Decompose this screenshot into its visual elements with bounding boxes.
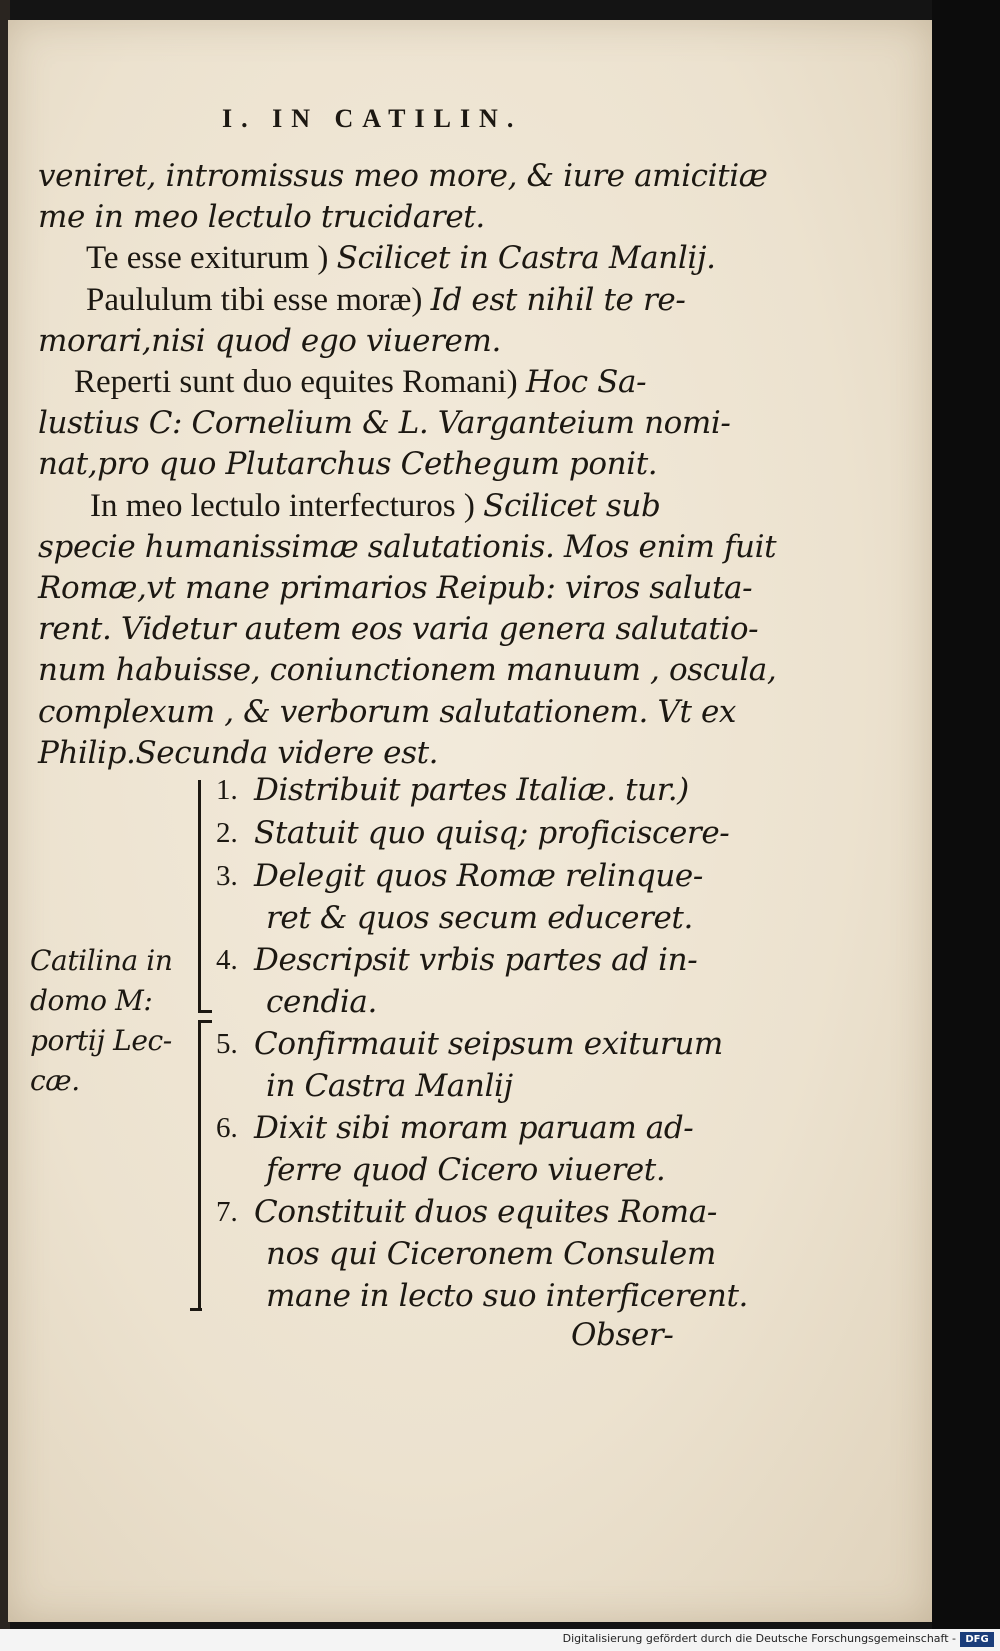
- outline-bracket-lower-foot: [190, 1308, 202, 1311]
- gloss-text: morari,nisi quod ego viuerem.: [38, 322, 501, 359]
- catchword: Obser-: [571, 1317, 674, 1353]
- main-line: [38, 694, 736, 730]
- main-line: [38, 529, 776, 565]
- main-line: [86, 240, 716, 277]
- outline-item-line: mane in lecto suo interficerent.: [266, 1278, 749, 1314]
- outline-bracket-lower: [198, 1020, 201, 1310]
- outline-number: 7.: [216, 1196, 238, 1228]
- main-line: [38, 735, 438, 771]
- outline-bracket-upper-foot: [198, 1010, 212, 1013]
- outline-number: 5.: [216, 1028, 238, 1060]
- gloss-text: Hoc Sa-: [525, 364, 647, 400]
- digitization-footer: [0, 1629, 1000, 1651]
- side-note-line: Catilina in: [30, 944, 173, 977]
- side-note-line: cæ.: [30, 1064, 80, 1097]
- outline-item-line: Dixit sibi moram paruam ad-: [254, 1110, 694, 1146]
- outline-number: 2.: [216, 817, 238, 849]
- outline-item-line: Distribuit partes Italiæ. tur.): [254, 772, 689, 808]
- gloss-text: me in meo lectulo trucidaret.: [38, 199, 485, 236]
- outline-number: 1.: [216, 774, 238, 806]
- gloss-text: Scilicet sub: [483, 487, 661, 524]
- main-line: [38, 323, 501, 359]
- outline-bracket-upper: [198, 780, 201, 1012]
- gloss-text: specie humanissimæ salutationis. Mos enim fuit: [38, 528, 777, 565]
- book-page: [8, 20, 932, 1622]
- gloss-text: lustius C: Cornelium & L. Varganteium nomi-: [38, 405, 731, 442]
- lemma-text: Reperti sunt duo equites Romani): [74, 364, 526, 400]
- side-note-line: domo M:: [30, 984, 153, 1017]
- main-line: [86, 282, 685, 319]
- outline-item-line: Statuit quo quisq; proficiscere-: [254, 815, 730, 851]
- side-note-line: portij Lec-: [30, 1024, 172, 1057]
- outline-number: 4.: [216, 944, 238, 976]
- lemma-text: Te esse exiturum ): [86, 240, 337, 277]
- main-line: [38, 199, 485, 235]
- main-line: [38, 652, 776, 688]
- main-line: [38, 446, 657, 482]
- footer-credit: Digitalisierung gefördert durch die Deutsche Forschungsgemeinschaft -: [562, 1632, 956, 1645]
- outline-item-line: cendia.: [266, 984, 377, 1020]
- gloss-text: num habuisse, coniunctionem manuum , oscula,: [38, 652, 777, 689]
- outline-item-line: Delegit quos Romæ relinque-: [254, 858, 703, 894]
- dfg-logo: DFG: [960, 1632, 994, 1647]
- main-line: [38, 405, 731, 441]
- gloss-text: nat,pro quo Plutarchus Cethegum ponit.: [38, 446, 658, 483]
- gloss-text: Philip.Secunda videre est.: [38, 734, 439, 771]
- outline-item-line: Constituit duos equites Roma-: [254, 1194, 717, 1230]
- lemma-text: In meo lectulo interfecturos ): [90, 487, 484, 524]
- outline-item-line: nos qui Ciceronem Consulem: [266, 1236, 716, 1272]
- gloss-text: veniret, intromissus meo more, & iure amicitiæ: [38, 158, 768, 194]
- running-head: I. IN CATILIN.: [222, 104, 523, 133]
- gloss-text: rent. Videtur autem eos varia genera salutatio-: [38, 611, 759, 648]
- outline-number: 3.: [216, 860, 238, 892]
- outline-item-line: in Castra Manlij: [266, 1068, 513, 1104]
- main-line: [74, 364, 646, 401]
- outline-number: 6.: [216, 1112, 238, 1144]
- gloss-text: complexum , & verborum salutationem. Vt ex: [38, 693, 736, 730]
- gloss-text: Id est nihil te re-: [430, 281, 686, 318]
- outline-item-line: ferre quod Cicero viueret.: [266, 1152, 666, 1188]
- lemma-text: Paululum tibi esse moræ): [86, 281, 431, 318]
- main-line: [90, 488, 660, 525]
- main-line: [38, 158, 767, 194]
- scan-right-margin: [932, 0, 1000, 1651]
- outline-item-line: ret & quos secum educeret.: [266, 900, 693, 936]
- main-line: [38, 611, 758, 647]
- gloss-text: Romæ,vt mane primarios Reipub: viros saluta-: [38, 570, 753, 606]
- outline-item-line: Confirmauit seipsum exiturum: [254, 1026, 723, 1062]
- main-line: [38, 570, 752, 606]
- outline-item-line: Descripsit vrbis partes ad in-: [254, 942, 698, 978]
- gloss-text: Scilicet in Castra Manlij.: [336, 240, 716, 277]
